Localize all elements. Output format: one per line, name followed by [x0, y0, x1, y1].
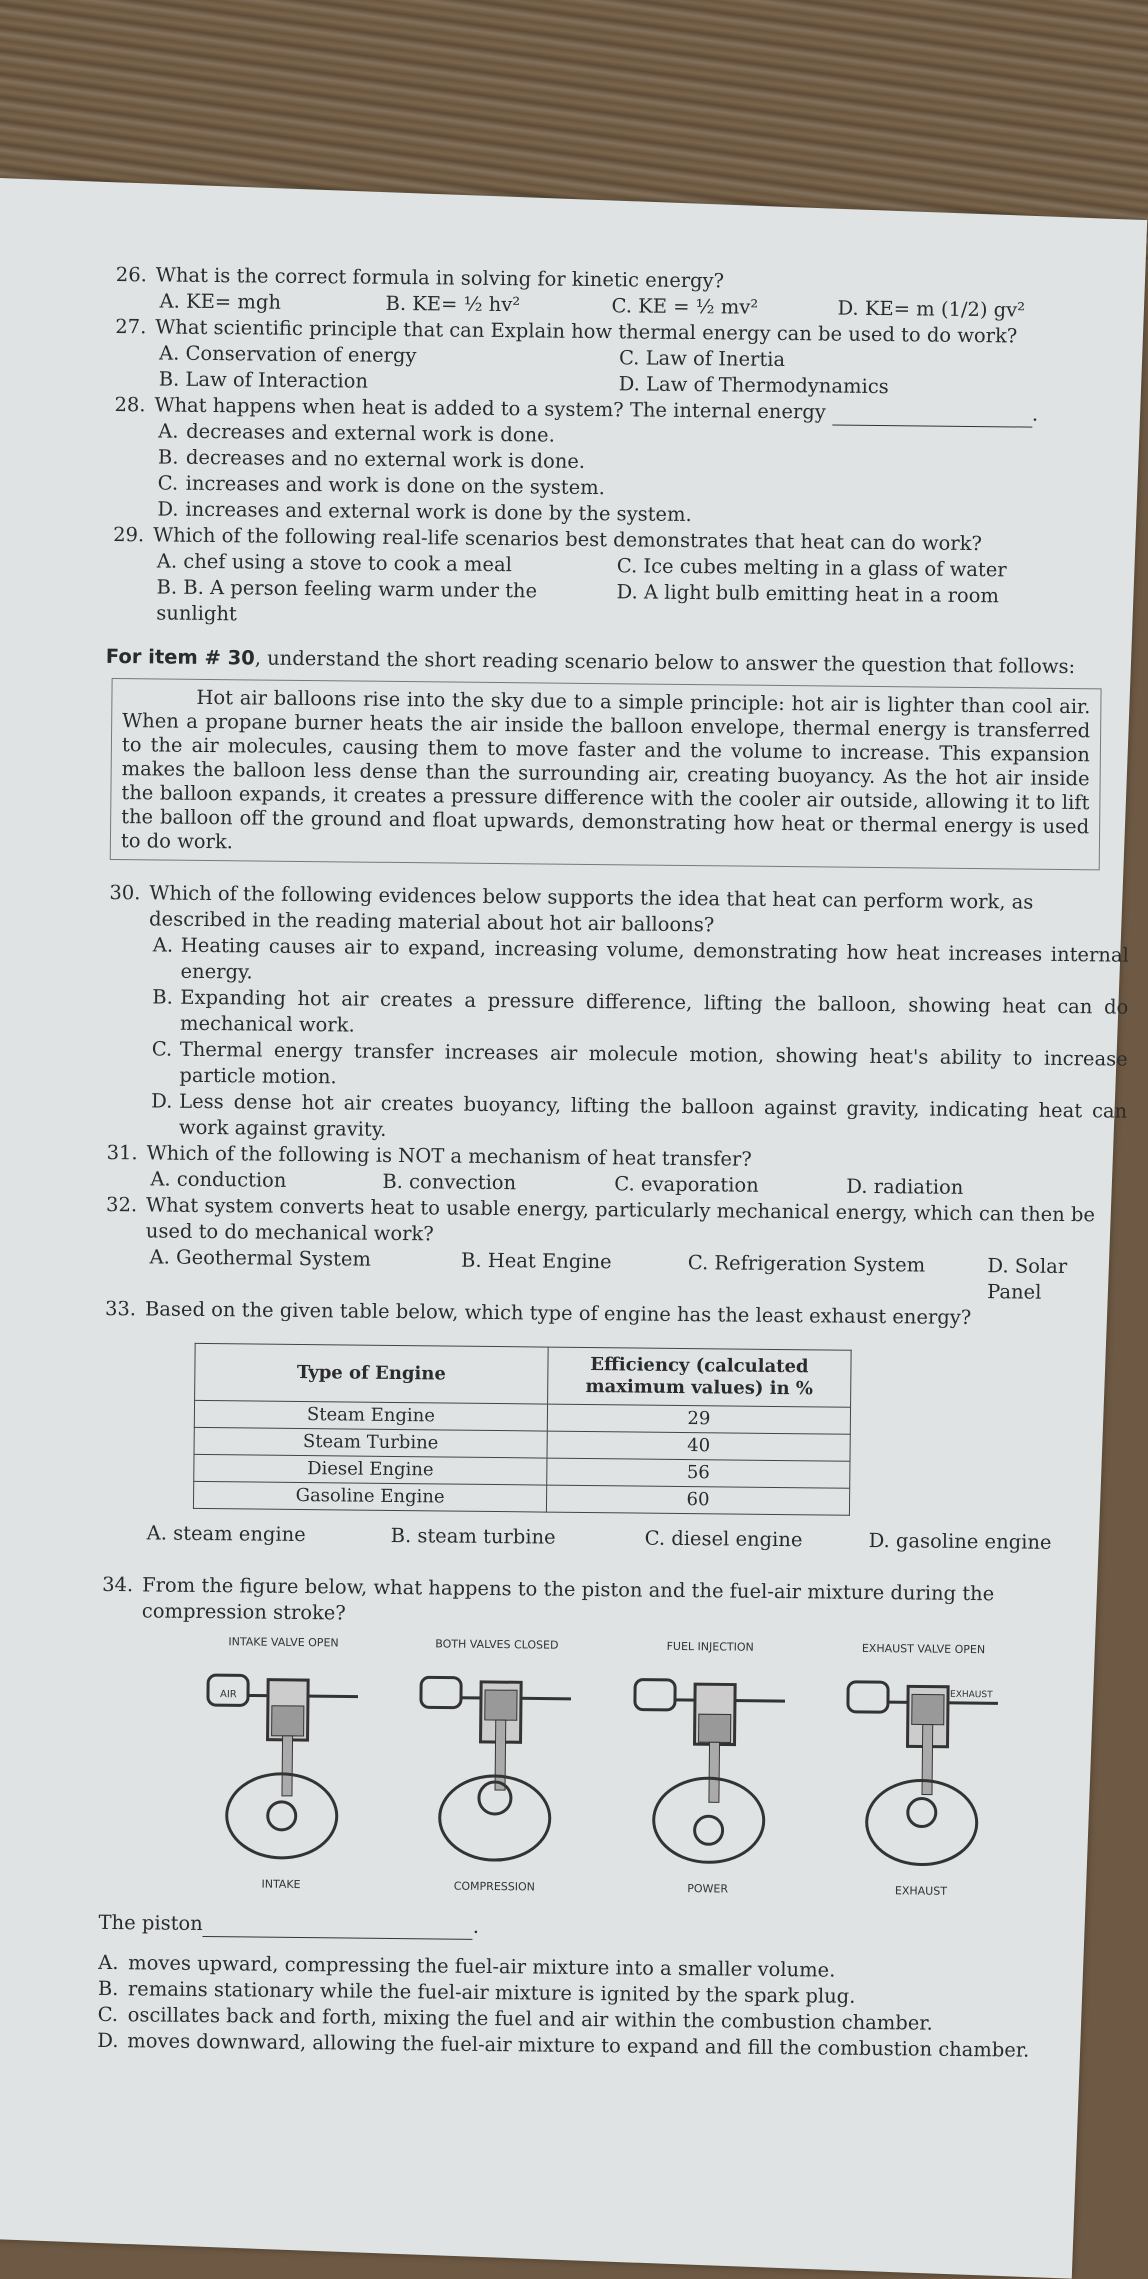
option-letter: D.	[97, 2028, 119, 2053]
option-d[interactable]: D. radiation	[846, 1174, 964, 1199]
diagram-top-label: BOTH VALVES CLOSED	[435, 1637, 559, 1652]
option-c[interactable]: C. Refrigeration System	[687, 1251, 926, 1277]
option-letter: A.	[158, 419, 179, 443]
options-list	[97, 1950, 1118, 2065]
compression-stroke-diagram	[404, 1637, 587, 1901]
option-text: decreases and external work is done.	[186, 419, 555, 447]
option-c[interactable]: C. Ice cubes melting in a glass of water	[616, 554, 1007, 582]
table-cell: 60	[546, 1485, 849, 1515]
option-letter: A.	[152, 933, 174, 957]
question-number: 31.	[106, 1140, 138, 1165]
question-number: 28.	[114, 392, 146, 417]
intake-stroke-diagram	[191, 1635, 374, 1899]
table-cell: Steam Engine	[194, 1400, 547, 1431]
table-cell: 40	[547, 1431, 850, 1461]
option-c[interactable]: C. Law of Inertia	[618, 346, 786, 372]
answer-blank[interactable]	[203, 1918, 473, 1940]
option-text: decreases and no external work is done.	[185, 445, 586, 473]
question-30	[107, 880, 1130, 1151]
worksheet-content	[97, 262, 1136, 2065]
table-cell: Diesel Engine	[194, 1454, 547, 1485]
instructions-text: , understand the short reading scenario below to answer the question that follows:	[254, 646, 1076, 679]
option-letter: C.	[157, 471, 179, 495]
item-30-instructions	[106, 644, 1132, 681]
option-text: Thermal energy transfer increases air molecule motion, showing heat's ability to increase particle motion.	[179, 1037, 1128, 1089]
question-end: .	[1031, 402, 1039, 426]
question-text: What is the correct formula in solving for kinetic energy?	[155, 263, 725, 293]
option-d[interactable]: D. KE= m (1/2) gv²	[837, 296, 1026, 322]
question-text: Which of the following evidences below supports the idea that heat can perform work, as described in the reading material about hot air balloons?	[149, 881, 1034, 937]
question-stem	[98, 1910, 1118, 1947]
engine-power-icon	[623, 1669, 795, 1871]
question-32	[105, 1192, 1126, 1307]
diagram-bottom-label: INTAKE	[261, 1877, 301, 1892]
question-number: 30.	[109, 880, 141, 905]
question-number: 27.	[115, 314, 147, 339]
option-letter: B.	[152, 985, 173, 1009]
option-c[interactable]: C. KE = ½ mv²	[611, 294, 759, 319]
option-text: increases and work is done on the system.	[185, 471, 606, 500]
diagram-top-label: EXHAUST VALVE OPEN	[861, 1641, 986, 1657]
table-cell: Gasoline Engine	[193, 1481, 546, 1512]
question-text: What happens when heat is added to a system? The internal energy	[154, 393, 826, 424]
table-cell: Steam Turbine	[194, 1427, 547, 1458]
option-d[interactable]: D. Law of Thermodynamics	[618, 372, 889, 399]
option-letter: C.	[97, 2002, 119, 2027]
diagram-bottom-label: COMPRESSION	[453, 1879, 535, 1894]
question-number: 34.	[102, 1572, 134, 1597]
question-27	[115, 314, 1136, 403]
question-29	[112, 522, 1133, 637]
diagram-bottom-label: POWER	[687, 1882, 729, 1896]
option-b[interactable]: B. KE= ½ hv²	[385, 291, 521, 317]
options-row	[103, 1520, 1123, 1557]
option-letter: C.	[151, 1037, 173, 1061]
option-text: increases and external work is done by the system.	[185, 497, 692, 527]
option-c[interactable]: C. diesel engine	[644, 1526, 803, 1552]
option-a[interactable]: A. steam engine	[146, 1521, 306, 1547]
table-header: Efficiency (calculated maximum values) in %	[548, 1347, 852, 1407]
diagram-top-label: FUEL INJECTION	[666, 1639, 754, 1654]
option-b[interactable]: B. Heat Engine	[460, 1248, 612, 1274]
option-text: Heating causes air to expand, increasing volume, demonstrating how heat increases internal energy.	[180, 933, 1129, 984]
stem-end: .	[472, 1914, 480, 1938]
question-28	[113, 392, 1134, 533]
instructions-bold: For item # 30	[105, 644, 255, 670]
option-a[interactable]: A. KE= mgh	[159, 289, 282, 314]
option-a[interactable]: A. conduction	[150, 1167, 287, 1192]
option-c[interactable]: C. evaporation	[614, 1172, 759, 1197]
question-text: What system converts heat to usable energy, particularly mechanical energy, which can then be used to do mechanical work?	[145, 1193, 1096, 1246]
option-d[interactable]: D. Solar Panel	[987, 1254, 1068, 1304]
option-text: Less dense hot air creates buoyancy, lifting the balloon against gravity, indicating heat can work against gravity.	[178, 1089, 1128, 1141]
option-text: moves upward, compressing the fuel-air mixture into a smaller volume.	[128, 1951, 836, 1982]
option-text: remains stationary while the fuel-air mixture is ignited by the spark plug.	[127, 1977, 856, 2008]
option-d[interactable]: D. A light bulb emitting heat in a room	[616, 580, 1000, 608]
engine-compression-icon	[410, 1667, 582, 1869]
options-list	[113, 418, 1134, 533]
question-number: 33.	[104, 1296, 137, 1321]
table-row	[193, 1481, 849, 1515]
option-a[interactable]: A. Conservation of energy	[158, 341, 417, 368]
engine-intake-icon	[196, 1665, 368, 1867]
answer-blank[interactable]	[832, 407, 1032, 428]
reading-passage: Hot air balloons rise into the sky due to a simple principle: hot air is lighter than cool air. When a propane burner heats the air inside the balloon envelope, thermal energy is transferred to the air molecules, causing them to move faster and the volume to increase. This expansion makes the balloon less dense than the surrounding air, creating buoyancy. As the hot air inside the balloon expands, it creates a pressure difference with the cooler air outside, allowing it to lift the balloon off the ground and float upwards, demonstrating how heat or thermal energy is used to do work.	[120, 685, 1091, 854]
options-list	[107, 932, 1129, 1151]
diagram-inner-label: EXHAUST	[949, 1689, 993, 1701]
options-grid	[112, 548, 1133, 637]
power-stroke-diagram	[618, 1639, 801, 1903]
option-b[interactable]: B. Law of Interaction	[158, 367, 369, 393]
option-text: moves downward, allowing the fuel-air mixture to expand and fill the combustion chamber.	[127, 2029, 1030, 2062]
option-letter: B.	[157, 445, 179, 469]
reading-passage-box	[110, 678, 1102, 870]
efficiency-table	[193, 1343, 852, 1516]
table-cell: 56	[547, 1458, 850, 1488]
option-b[interactable]: B. convection	[382, 1169, 517, 1195]
diagram-bottom-label: EXHAUST	[894, 1884, 948, 1898]
exhaust-stroke-diagram	[831, 1642, 1014, 1906]
option-a[interactable]: A. chef using a stove to cook a meal	[156, 549, 513, 577]
option-b[interactable]: B. steam turbine	[390, 1523, 556, 1549]
option-letter: A.	[98, 1950, 119, 1975]
option-a[interactable]: A. Geothermal System	[149, 1245, 372, 1271]
question-text: Which of the following real-life scenarios best demonstrates that heat can do work?	[153, 523, 983, 556]
option-letter: D.	[151, 1089, 173, 1113]
table-cell: 29	[547, 1404, 850, 1434]
stem-text: The piston	[98, 1910, 203, 1935]
question-34	[97, 1572, 1122, 2065]
question-number: 32.	[106, 1192, 138, 1217]
table-header: Type of Engine	[195, 1343, 549, 1404]
option-letter: B.	[97, 1976, 119, 2001]
question-number: 29.	[113, 522, 145, 547]
option-letter: D.	[157, 497, 179, 521]
question-text: What scientific principle that can Explain how thermal energy can be used to do work?	[155, 315, 1018, 348]
option-text: Expanding hot air creates a pressure difference, lifting the balloon, showing heat can do mechanical work.	[179, 985, 1129, 1037]
question-text: Which of the following is NOT a mechanism of heat transfer?	[146, 1141, 752, 1171]
option-b[interactable]: B. B. A person feeling warm under the sunlight	[156, 575, 538, 626]
engine-exhaust-icon	[836, 1672, 1008, 1874]
option-d[interactable]: D. gasoline engine	[868, 1528, 1052, 1554]
question-33	[103, 1296, 1126, 1557]
question-text: From the figure below, what happens to the piston and the fuel-air mixture during the compression stroke?	[141, 1573, 995, 1625]
question-number: 26.	[115, 262, 148, 287]
diagram-top-label: INTAKE VALVE OPEN	[228, 1635, 339, 1650]
four-stroke-figure	[191, 1635, 1014, 1906]
diagram-inner-label: AIR	[219, 1689, 237, 1701]
table-header-row	[195, 1343, 852, 1407]
question-text: Based on the given table below, which type of engine has the least exhaust energy?	[144, 1297, 972, 1330]
option-text: oscillates back and forth, mixing the fuel and air within the combustion chamber.	[127, 2003, 933, 2035]
